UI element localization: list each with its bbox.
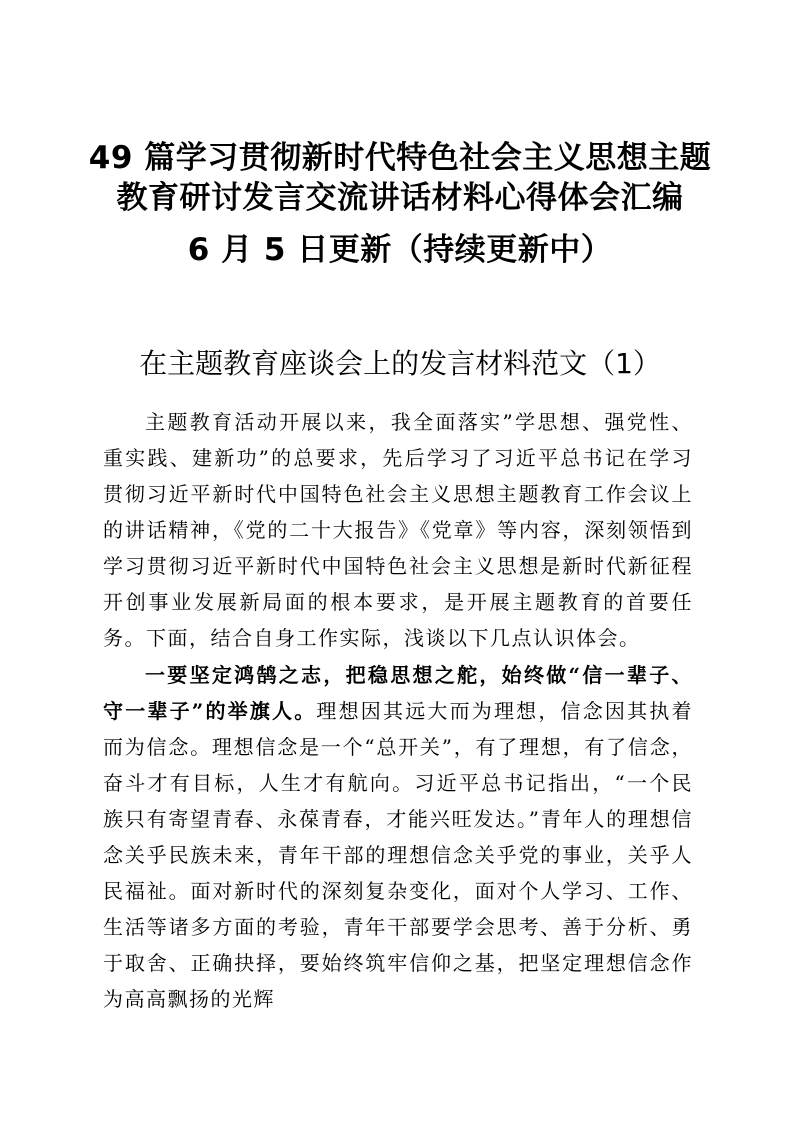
document-title-line-1: 49 篇学习贯彻新时代特色社会主义思想主题 <box>88 140 712 176</box>
section-title: 在主题教育座谈会上的发言材料范文（1） <box>139 347 661 380</box>
paragraph-lead-bold: 一要坚定鸿鹄之志，把稳思想之舵，始终做“信一辈子、守一辈子”的举旗人。 <box>103 663 693 723</box>
paragraph-body-text: 理想因其远大而为理想，信念因其执着而为信念。理想信念是一个“总开关”，有了理想，有了信念，奋斗才有目标，人生才有航向。习近平总书记指出，“一个民族只有寄望青春、永葆青春，才能兴旺发达。”青年人的理想信念关乎民族未来，青年干部的理想信念关乎党的事业，关乎人民福祉。面对新时代的深刻复杂变化，面对个人学习、工作、生活等诸多方面的考验，青年干部要学会思考、善于分析、勇于取舍、正确抉择，要始终筑牢信仰之基，把坚定理想信念作为高高飘扬的光辉 <box>103 699 693 1011</box>
update-date-line: 6 月 5 日更新（持续更新中） <box>187 232 613 268</box>
paragraph-point-one <box>103 657 693 1017</box>
document-title-line-2: 教育研讨发言交流讲话材料心得体会汇编 <box>116 180 684 216</box>
document-body <box>103 404 693 1018</box>
paragraph-intro: 主题教育活动开展以来，我全面落实”学思想、强党性、重实践、建新功”的总要求，先后学习了习近平总书记在学习贯彻习近平新时代中国特色社会主义思想主题教育工作会议上的讲话精神，《党的二十大报告》《党章》等内容，深刻领悟到学习贯彻习近平新时代中国特色社会主义思想是新时代新征程开创事业发展新局面的根本要求，是开展主题教育的首要任务。下面，结合自身工作实际，浅谈以下几点认识体会。 <box>103 410 693 650</box>
